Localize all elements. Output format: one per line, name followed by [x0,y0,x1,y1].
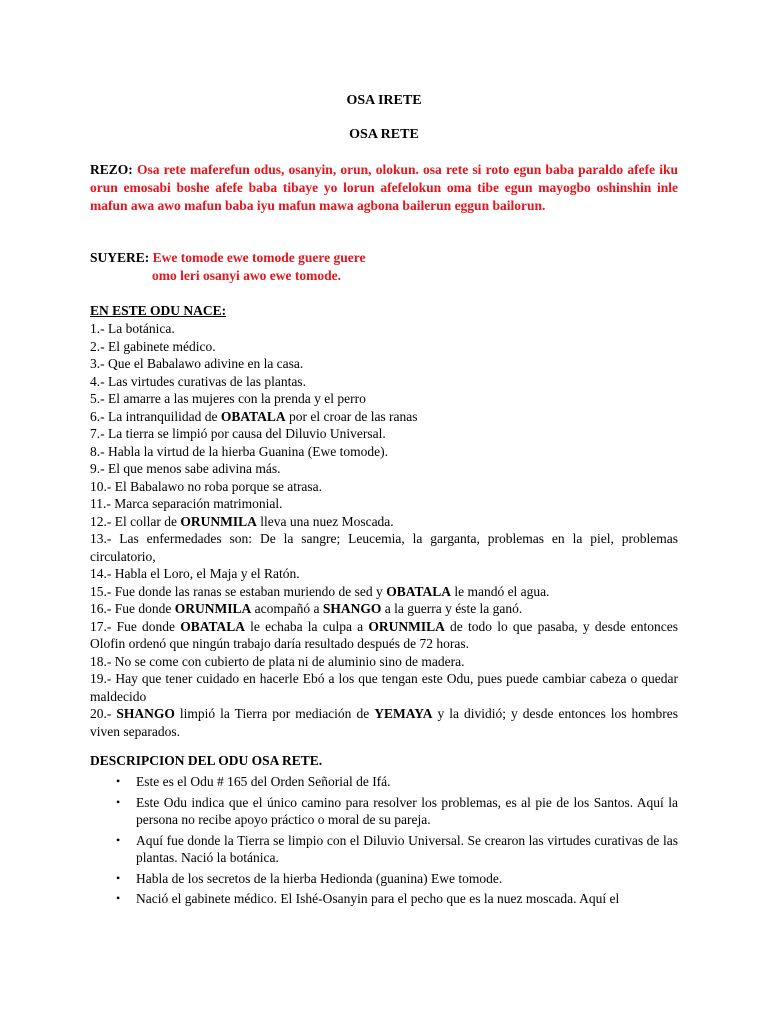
nace-item-text: 11.- [90,496,115,511]
nace-item [90,495,678,513]
nace-item [90,653,678,671]
nace-item-text: 5.- [90,391,108,406]
bullet-icon: • [116,832,121,847]
descripcion-item [90,870,678,888]
nace-item-bold: YEMAYA [374,706,433,721]
nace-item-bold: OBATALA [220,408,286,424]
nace-item-text: a la guerra y éste la ganó. [381,601,523,616]
nace-item-text: El que menos sabe adivina más. [108,461,281,476]
nace-item [90,355,678,373]
nace-item-bold: SHANGO [322,601,382,616]
nace-item-text: Marca separación matrimonial. [114,496,283,511]
nace-item-text: 9.- [90,461,108,476]
nace-item-text: Habla el Loro, el Maja y el Ratón. [114,566,300,581]
descripcion-item-text: Nació el gabinete médico. El Ishé-Osanyin para el pecho que es la nuez moscada. Aquí el [136,891,620,906]
nace-item-text: Habla la virtud de la hierba Guanina (Ewe tomode). [108,443,389,459]
nace-item-text: 7.- [90,426,108,441]
nace-item [90,460,678,478]
descripcion-item [90,773,678,791]
nace-item-text: lleva una nuez Moscada. [256,513,394,529]
nace-item-text: 18.- [90,653,115,669]
nace-item-text: 19.- [90,671,116,686]
nace-item-text: El collar de [114,513,181,529]
nace-item-bold: ORUNMILA [180,513,257,529]
suyere-line-2: omo leri osanyi awo ewe tomode. [152,268,341,283]
title-osa-rete: OSA RETE [349,127,419,142]
nace-heading-text: EN ESTE ODU NACE: [90,303,227,318]
nace-item-text: y la dividió; y desde entonces los hombres viven separados. [90,706,679,739]
nace-item-text: Fue donde [114,601,175,616]
nace-item-text: Las virtudes curativas de las plantas. [108,373,306,389]
nace-item-text: No se come con cubierto de plata ni de aluminio sino de madera. [114,653,465,669]
nace-item [90,320,678,338]
nace-list [90,320,678,740]
nace-item [90,425,678,443]
nace-item [90,670,678,705]
rezo-label: REZO: [90,162,133,177]
descripcion-heading-text: DESCRIPCION DEL ODU OSA RETE. [90,753,323,768]
nace-item [90,513,678,531]
nace-item-text: 6.- [90,408,108,424]
nace-item-bold: OBATALA [386,583,451,599]
descripcion-list [90,773,678,911]
nace-item-text: 17.- [90,618,117,634]
descripcion-item-text: Este es el Odu # 165 del Orden Señorial de Ifá. [136,774,391,789]
nace-item-text: Hay que tener cuidado en hacerle Ebó a los que tengan este Odu, pues puede cambiar cabeza o quedar maldecido [90,671,678,704]
nace-item-text: 20.- [90,706,117,721]
title-osa-irete: OSA IRETE [346,93,422,108]
nace-item [90,338,678,356]
nace-item-bold: ORUNMILA [368,618,445,634]
nace-item [90,583,678,601]
nace-item-text: le echaba la culpa a [244,618,369,634]
nace-item-text: El Babalawo no roba porque se atrasa. [114,478,323,494]
suyere-label: SUYERE: [90,250,150,265]
nace-item-text: La botánica. [108,321,175,336]
nace-item-text: La tierra se limpió por causa del Diluvio Universal. [108,426,386,441]
nace-heading [90,302,678,320]
descripcion-item [90,832,678,867]
nace-item-text: 12.- [90,513,115,529]
nace-item-bold: ORUNMILA [174,601,252,616]
nace-item-text: 8.- [90,443,108,459]
descripcion-item-text: Habla de los secretos de la hierba Hedionda (guanina) Ewe tomode. [136,870,503,886]
rezo-text: Osa rete maferefun odus, osanyin, orun, olokun. osa rete si roto egun baba paraldo afefe iku orun emosabi boshe afefe baba tibaye yo lorun afefelokun oma tibe egun mayogbo oshinshin inle mafun awa awo mafun baba iyu mafun mawa agbona bailerun eggun bailorun. [90,162,679,213]
rezo-paragraph [90,161,678,215]
nace-item-text: 16.- [90,601,115,616]
nace-item [90,565,678,583]
bullet-icon: • [116,774,121,788]
nace-item-text: 14.- [90,566,115,581]
suyere-block [90,249,678,285]
descripcion-heading [90,752,678,770]
nace-item-text: El amarre a las mujeres con la prenda y el perro [108,391,366,406]
nace-item [90,705,678,740]
descripcion-item [90,794,678,829]
descripcion-item-text: Aquí fue donde la Tierra se limpio con el Diluvio Universal. Se crearon las virtudes curativas de las plantas. Nació la botánica. [136,832,678,865]
nace-item-text: le mandó el agua. [450,583,550,599]
nace-item [90,373,678,391]
nace-item-text: Fue donde las ranas se estaban muriendo de sed y [114,583,387,599]
nace-item-text: Que el Babalawo adivine en la casa. [108,356,304,371]
nace-item-text: 13.- [90,531,120,546]
nace-item-text: 2.- [90,338,108,354]
nace-item-text: 1.- [90,321,108,336]
descripcion-item [90,890,678,908]
nace-item-text: El gabinete médico. [108,338,216,354]
bullet-icon: • [116,870,121,885]
nace-item-text: 3.- [90,356,108,371]
nace-item [90,443,678,461]
nace-item-bold: SHANGO [116,706,175,721]
suyere-line-1: Ewe tomode ewe tomode guere guere [152,250,366,265]
nace-item-text: La intranquilidad de [108,408,221,424]
nace-item-text: acompañó a [251,601,323,616]
bullet-icon: • [116,891,121,905]
nace-item-text: 4.- [90,373,108,389]
nace-item-text: de todo lo que pasaba, y desde entonces Olofin ordenó que ningún trabajo daría resultado después de 72 horas. [90,618,678,651]
nace-item [90,390,678,408]
nace-item-text: 10.- [90,478,115,494]
nace-item [90,408,678,426]
nace-item-text: 15.- [90,583,115,599]
nace-item [90,618,678,653]
nace-item [90,478,678,496]
bullet-icon: • [116,794,121,809]
nace-item-bold: OBATALA [180,618,245,634]
nace-item-text: limpió la Tierra por mediación de [174,706,375,721]
nace-item-text: Fue donde [116,618,181,634]
nace-item-text: Las enfermedades son: De la sangre; Leucemia, la garganta, problemas en la piel, problemas circulatorio, [90,531,678,564]
descripcion-item-text: Este Odu indica que el único camino para resolver los problemas, es al pie de los Santos. Aquí la persona no recibe apoyo práctico o moral de su pareja. [136,794,678,827]
nace-item [90,600,678,618]
nace-item [90,530,678,565]
nace-item-text: por el croar de las ranas [285,408,418,424]
